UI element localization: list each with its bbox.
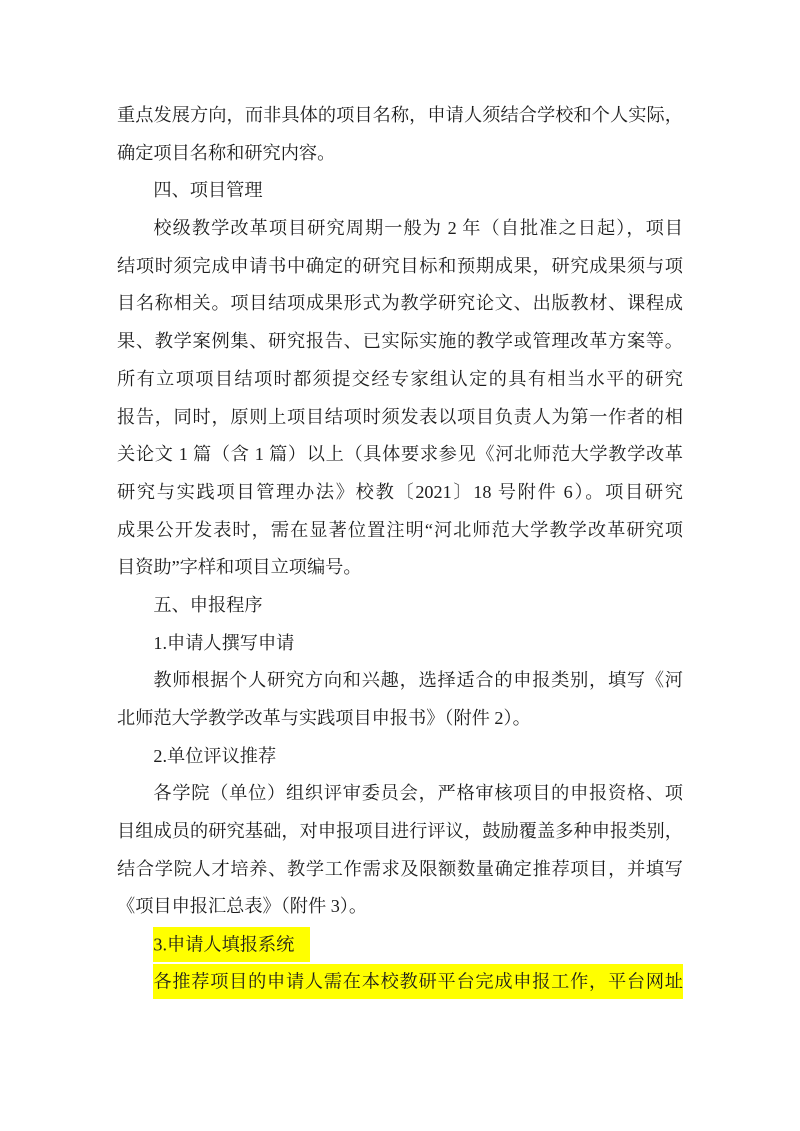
heading-section-five: 五、申报程序: [153, 594, 263, 615]
para-applicant-write-end: 北师范大学教学改革与实践项目申报书》（附件 2）。: [117, 708, 531, 728]
para-unit-review-end: 《项目申报汇总表》（附件 3）。: [117, 896, 368, 917]
body-line-continuation: 重点发展方向，而非具体的项目名称，申请人须结合学校和个人实际，: [117, 105, 683, 125]
para-project-management-line: 所有立项项目结项时都须提交经专家组认定的具有相当水平的研究: [117, 368, 683, 389]
para-platform-line-highlighted: [117, 964, 683, 1002]
para-unit-review-line: 目组成员的研究基础，对申报项目进行评议，鼓励覆盖多种申报类别，: [117, 821, 683, 842]
para-project-management-line: 研究与实践项目管理办法》校教〔2021〕18 号附件 6）。项目研究: [117, 481, 683, 502]
para-unit-review-line: 各学院（单位）组织评审委员会，严格审核项目的申报资格、项: [153, 783, 683, 804]
para-project-management-line: 目名称相关。项目结项成果形式为教学研究论文、出版教材、课程成: [117, 293, 683, 314]
yellow-highlight: [153, 964, 683, 999]
numbered-item-2-heading: 2.单位评议推荐: [153, 745, 277, 766]
para-project-management-line: 校级教学改革项目研究周期一般为 2 年（自批准之日起），项目: [153, 218, 683, 239]
para-platform-text: 各推荐项目的申请人需在本校教研平台完成申报工作，平台网址: [153, 971, 683, 992]
body-line-paragraph-end: 确定项目名称和研究内容。: [117, 142, 336, 163]
heading-section-four: 四、项目管理: [153, 180, 263, 201]
para-project-management-line: 报告，同时，原则上项目结项时须发表以项目负责人为第一作者的相: [117, 406, 683, 427]
para-project-management-line: 果、教学案例集、研究报告、已实际实施的教学或管理改革方案等。: [117, 331, 683, 352]
para-project-management-line: 成果公开发表时，需在显著位置注明“河北师范大学教学改革研究项: [117, 519, 683, 540]
yellow-highlight: [153, 927, 310, 962]
para-project-management-end: 目资助”字样和项目立项编号。: [117, 557, 362, 578]
para-project-management-line: 结项时须完成申请书中确定的研究目标和预期成果，研究成果须与项: [117, 255, 683, 276]
para-project-management-line: 关论文 1 篇（含 1 篇）以上（具体要求参见《河北师范大学教学改革: [117, 444, 683, 465]
numbered-item-3-text: 3.申请人填报系统: [153, 934, 295, 955]
para-unit-review-line: 结合学院人才培养、教学工作需求及限额数量确定推荐项目，并填写: [117, 858, 683, 879]
para-applicant-write-line: 教师根据个人研究方向和兴趣，选择适合的申报类别，填写《河: [153, 670, 683, 691]
numbered-item-1-heading: 1.申请人撰写申请: [153, 632, 295, 653]
numbered-item-3-heading-highlighted: [117, 926, 683, 964]
